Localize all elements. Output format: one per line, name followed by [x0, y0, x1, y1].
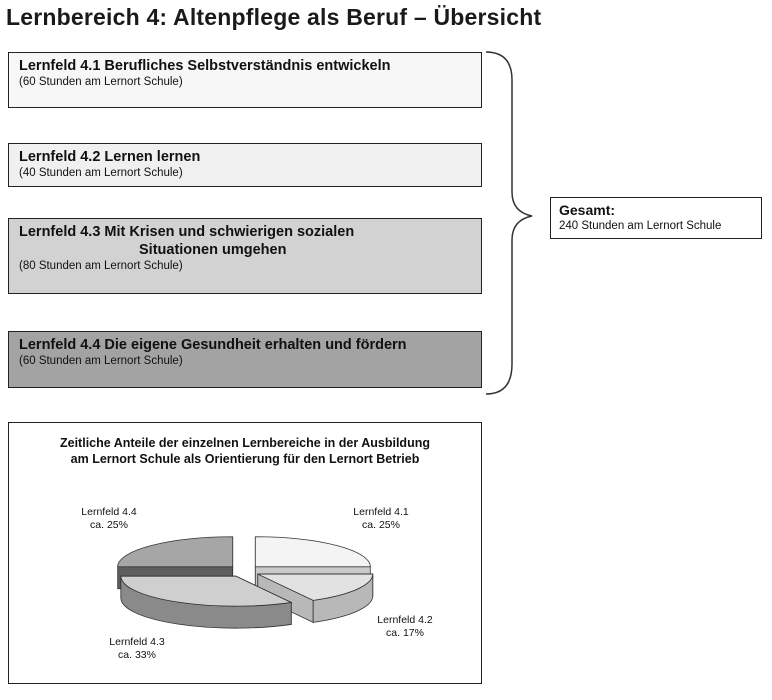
lernfeld-title	[19, 148, 471, 166]
lernfeld-hours: (60 Stunden am Lernort Schule)	[19, 76, 183, 88]
slice-value-label: ca. 25%	[362, 519, 400, 531]
lernfeld-title	[19, 223, 471, 259]
chart-title-line: am Lernort Schule als Orientierung für den Lernort Betrieb	[70, 452, 420, 466]
lernfeld-4-2-box	[8, 143, 482, 187]
lernfeld-title	[19, 57, 471, 75]
lernfeld-4-1-box	[8, 52, 482, 108]
lernfeld-hours: (60 Stunden am Lernort Schule)	[19, 355, 183, 367]
lernfeld-title	[19, 336, 471, 354]
slice-label: Lernfeld 4.3	[109, 636, 165, 648]
lernfeld-hours: (40 Stunden am Lernort Schule)	[19, 167, 183, 179]
slice-value-label: ca. 25%	[90, 519, 128, 531]
total-box	[550, 197, 762, 239]
slice-value-label: ca. 17%	[386, 627, 424, 639]
slice-label: Lernfeld 4.4	[81, 506, 137, 518]
lernfeld-title-line: Lernfeld 4.3 Mit Krisen und schwierigen sozialen	[19, 224, 355, 240]
pie-slice	[255, 537, 370, 567]
total-label: Gesamt:	[559, 202, 616, 218]
curly-brace	[484, 50, 544, 396]
slice-value-label: ca. 33%	[118, 649, 156, 661]
pie-chart	[9, 423, 481, 683]
lernfeld-title-line: Lernfeld 4.4 Die eigene Gesundheit erhalten und fördern	[19, 337, 407, 353]
lernfeld-title-line: Lernfeld 4.2 Lernen lernen	[19, 149, 201, 165]
total-hours: 240 Stunden am Lernort Schule	[559, 220, 722, 232]
lernfeld-title-line: Lernfeld 4.1 Berufliches Selbstverständnis entwickeln	[19, 58, 391, 74]
chart-title-line: Zeitliche Anteile der einzelnen Lernbereiche in der Ausbildung	[60, 436, 430, 450]
lernfeld-4-4-box	[8, 331, 482, 388]
slice-label: Lernfeld 4.1	[353, 506, 409, 518]
lernfeld-title-line: Situationen umgehen	[139, 242, 287, 258]
pie-slice	[118, 537, 233, 567]
lernfeld-hours: (80 Stunden am Lernort Schule)	[19, 260, 183, 272]
slice-label: Lernfeld 4.2	[377, 614, 433, 626]
pie-chart-frame	[8, 422, 482, 684]
page-title: Lernbereich 4: Altenpflege als Beruf – Übersicht	[6, 4, 542, 30]
lernfeld-4-3-box	[8, 218, 482, 294]
